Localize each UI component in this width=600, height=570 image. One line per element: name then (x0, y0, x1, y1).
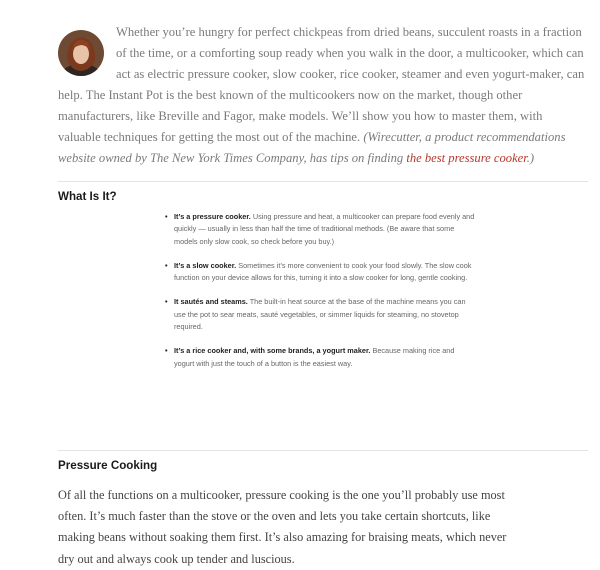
what-is-it-heading: What Is It? (58, 190, 117, 203)
avatar-space (58, 22, 116, 84)
pressure-cooking-paragraph: Of all the functions on a multicooker, pressure cooking is the one you’ll probably use most often. It’s much faster than the stove or the oven and lets you take certain shortcuts, like making beans without soaking them first. It’s also amazing for braising meats, which never dry out and always cook up tender and luscious. (58, 488, 507, 566)
intro-italic-text: (Wirecutter, a product recommendations website owned by The New York Times Company, has tips on finding (58, 130, 566, 165)
bullet-text: Sometimes it’s more convenient to cook your food slowly. The slow cook function on your device allows for this, turning it into a slow cooker for long, gentle cooking. (174, 260, 472, 283)
bullet-icon: • (165, 260, 168, 270)
section-divider (58, 181, 588, 182)
bullet-lead: It’s a pressure cooker. (174, 212, 251, 221)
list-item (165, 345, 475, 370)
bullet-icon: • (165, 346, 168, 356)
intro-text: Whether you’re hungry for perfect chickpeas from dried beans, succulent roasts in a fraction of the time, or a comforting soup ready when you walk in the door, a multicooker, which can act as electric pressure cooker, slow cooker, rice cooker, steamer and even yogurt-maker, can help. The Instant Pot is the best known of the multicookers now on the market, though other manufacturers, like Breville and Fagor, make models. We’ll show you how to master them, with valuable techniques for getting the most out of the machine. (58, 25, 585, 144)
features-list (165, 211, 475, 382)
section-divider (58, 450, 588, 451)
list-item (165, 296, 475, 333)
best-pressure-cooker-link[interactable]: the best pressure cooker (406, 151, 527, 165)
intro-italic-end: .) (526, 151, 535, 165)
bullet-text: The built-in heat source at the base of the machine means you can use the pot to sear meats, sauté vegetables, or simmer liquids for steaming, no stovetop required. (174, 297, 466, 332)
intro-paragraph (58, 22, 588, 169)
list-item (165, 260, 475, 285)
list-item (165, 211, 475, 248)
bullet-text: Because making rice and yogurt with just the touch of a button is the easiest way. (174, 346, 455, 368)
bullet-text: Using pressure and heat, a multicooker can prepare food evenly and quickly — usually in less than half the time of traditional methods. (Be aware that some models only slow cook, so check before you buy.) (174, 212, 475, 246)
bullet-lead: It sautés and steams. (174, 297, 248, 307)
pressure-cooking-heading: Pressure Cooking (58, 459, 158, 472)
bullet-icon: • (165, 212, 168, 221)
bullet-lead: It’s a rice cooker and, with some brands, a yogurt maker. (174, 346, 371, 356)
bullet-lead: It’s a slow cooker. (174, 260, 237, 270)
bullet-icon: • (165, 297, 168, 307)
